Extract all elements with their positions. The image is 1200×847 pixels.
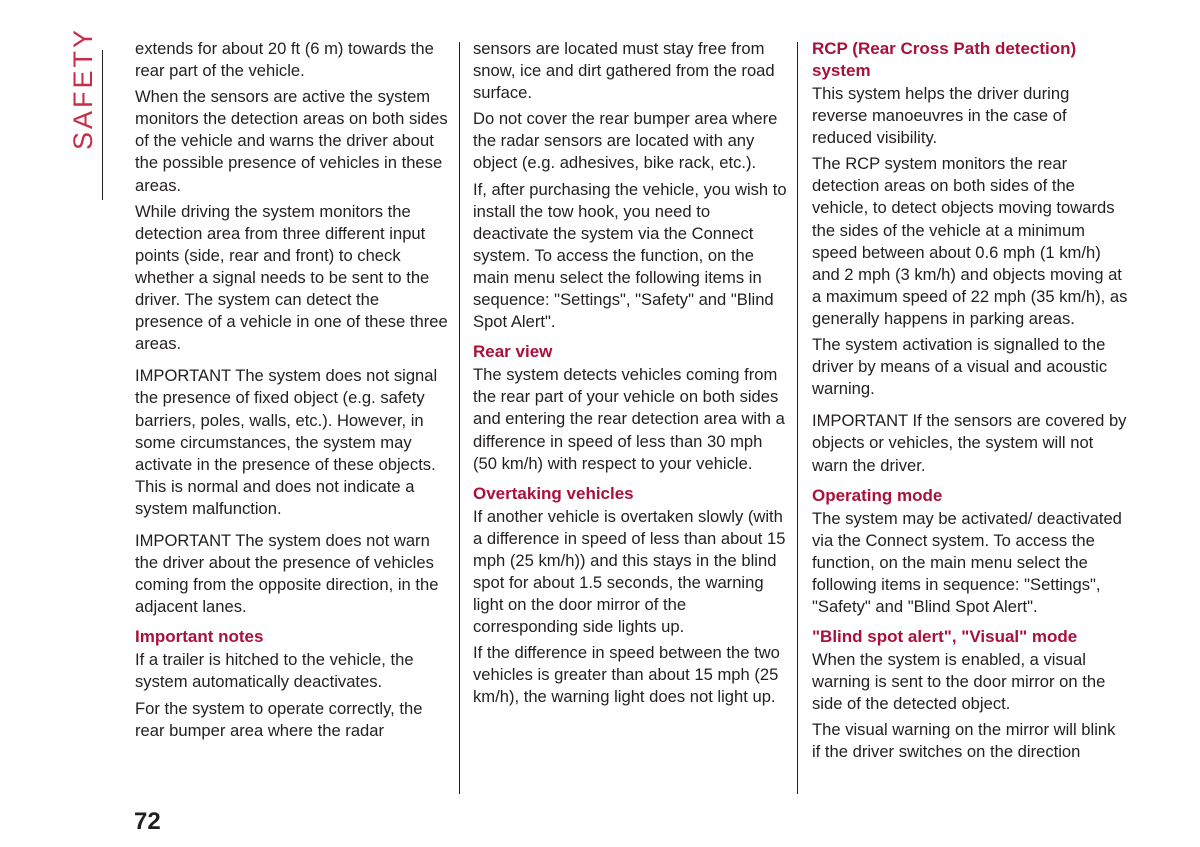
paragraph: The RCP system monitors the rear detection areas on both sides of the vehicle, to detect objects moving towards the sides of the vehicle at a minimum speed between about 0.6 mph (1 km/h) and 2 mph (3 km/h) and objects moving at a maximum speed of 22 mph (35 km/h), as generally happens in parking areas. xyxy=(812,154,1128,328)
paragraph: If another vehicle is overtaken slowly (with a difference in speed of less than about 15 mph (25 km/h)) and this stays in the blind spot for about 1.5 seconds, the warning light on the door mirror of the corresponding side lights up. xyxy=(473,506,786,637)
paragraph: Do not cover the rear bumper area where the radar sensors are located with any object (e.g. adhesives, bike rack, etc.). xyxy=(473,109,778,173)
paragraph: The system detects vehicles coming from the rear part of your vehicle on both sides and entering the rear detection area with a difference in speed of less than 30 mph (50 km/h) with respect to your vehicle. xyxy=(473,365,785,473)
heading-operating-mode: Operating mode xyxy=(812,485,943,505)
column-3 xyxy=(812,38,1128,768)
heading-rcp-system: RCP (Rear Cross Path detection) system xyxy=(812,39,1077,80)
paragraph: While driving the system monitors the detection area from three different input points (side, rear and front) to check whether a signal needs to be sent to the driver. The system can detect the presence of a vehicle in one of these three areas. xyxy=(135,201,448,354)
column-divider xyxy=(797,42,798,794)
heading-blind-spot-alert-visual-mode: "Blind spot alert", "Visual" mode xyxy=(812,627,1078,647)
paragraph: When the system is enabled, a visual warning is sent to the door mirror on the side of the detected object. xyxy=(812,650,1106,714)
heading-rear-view: Rear view xyxy=(473,342,553,362)
paragraph: If the difference in speed between the two vehicles is greater than about 15 mph (25 km/h), the warning light does not light up. xyxy=(473,643,780,707)
paragraph: When the sensors are active the system monitors the detection areas on both sides of the vehicle and warns the driver about the possible presence of vehicles in these areas. xyxy=(135,87,448,195)
paragraph: This system helps the driver during reverse manoeuvres in the case of reduced visibility. xyxy=(812,84,1070,148)
heading-important-notes: Important notes xyxy=(135,627,264,647)
paragraph: If a trailer is hitched to the vehicle, the system automatically deactivates. xyxy=(135,650,414,692)
important-note-paragraph: IMPORTANT The system does not warn the driver about the presence of vehicles coming from the opposite direction, in the adjacent lanes. xyxy=(135,530,439,617)
paragraph: The system may be activated/ deactivated via the Connect system. To access the function, on the main menu select the following items in sequence: "Settings", "Safety" and "Blind Spot Alert". xyxy=(812,508,1122,616)
important-note-paragraph: IMPORTANT The system does not signal the presence of fixed object (e.g. safety barriers, poles, walls, etc.). However, in some circumstances, the system may activate in the presence of these objects. This is normal and does not indicate a system malfunction. xyxy=(135,366,438,518)
section-tab xyxy=(64,26,104,160)
section-tab-label-wrap xyxy=(68,26,104,150)
heading-overtaking-vehicles: Overtaking vehicles xyxy=(473,483,634,503)
column-2 xyxy=(473,38,789,713)
paragraph: sensors are located must stay free from snow, ice and dirt gathered from the road surface. xyxy=(473,39,775,103)
paragraph: The system activation is signalled to the driver by means of a visual and acoustic warning. xyxy=(812,335,1108,399)
paragraph: extends for about 20 ft (6 m) towards the rear part of the vehicle. xyxy=(135,39,434,81)
paragraph: For the system to operate correctly, the rear bumper area where the radar xyxy=(135,698,423,740)
paragraph: If, after purchasing the vehicle, you wish to install the tow hook, you need to deactivate the system via the Connect system. To access the function, on the main menu select the following items in sequence: "Settings", "Safety" and "Blind Spot Alert". xyxy=(473,179,787,332)
column-1 xyxy=(135,38,451,746)
column-divider xyxy=(459,42,460,794)
page-number: 72 xyxy=(134,808,161,835)
paragraph: The visual warning on the mirror will blink if the driver switches on the direction xyxy=(812,720,1116,762)
section-tab-label: SAFETY xyxy=(68,26,98,150)
important-note-paragraph: IMPORTANT If the sensors are covered by objects or vehicles, the system will not warn the driver. xyxy=(812,411,1127,475)
section-tab-rule xyxy=(102,50,103,200)
